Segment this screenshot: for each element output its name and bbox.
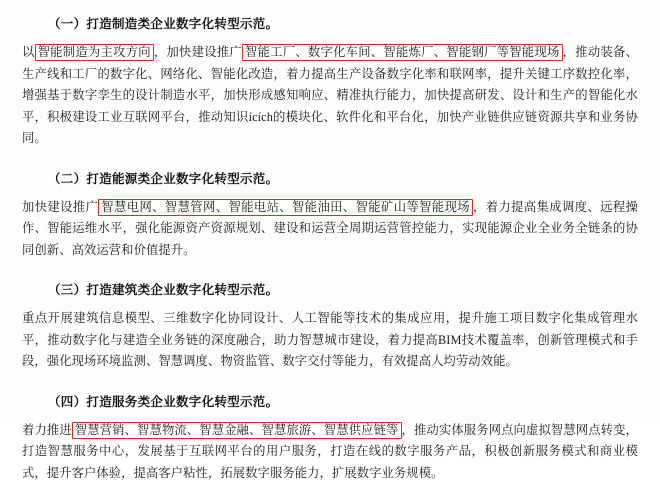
section-heading-energy: （二）打造能源类企业数字化转型示范。 <box>22 169 638 189</box>
text-run: 着力推进 <box>22 423 72 437</box>
section-manufacturing <box>22 14 638 150</box>
text-run: ，推动实体服务网点向虚拟智慧网点转变，打造智慧服务中心，发展基于互联网平台的用户服务，打造在线的数字服务产品，积极创新服务模式和商业模式，提升客户体验，提高客户粘性，拓展数字服务能力，扩展数字业务规模。 <box>22 423 638 480</box>
section-paragraph-construction <box>22 308 638 373</box>
section-paragraph-energy <box>22 197 638 262</box>
text-run: ，推动装备、生产线和工厂的数字化、网络化、智能化改造，着力提高生产设备数字化率和联网率，提升关键工序数控化率，增强基于数字孪生的设计制造水平，加快形成感知响应、精准执行能力，加快提高研发、设计和生产的智能化水平，积极建设工业互联网平台，推动知识ících的模块化、软件化和平台化，加快产业链供应链资源共享和业务协同。 <box>22 45 638 145</box>
section-heading-construction: （三）打造建筑类企业数字化转型示范。 <box>22 280 638 300</box>
section-paragraph-manufacturing <box>22 42 638 150</box>
section-heading-services: （四）打造服务类企业数字化转型示范。 <box>22 392 638 412</box>
section-services <box>22 392 638 484</box>
section-energy <box>22 169 638 262</box>
text-run: ，加快建设推广 <box>154 45 242 59</box>
text-run: 加快建设推广 <box>22 200 98 214</box>
text-run: 以 <box>22 45 35 59</box>
section-construction <box>22 280 638 373</box>
highlight-box-smart-sites: 智能工厂、数字化车间、智能炼厂、智能钢厂等智能现场 <box>242 44 563 61</box>
highlight-box-smart-manufacturing: 智能制造为主攻方向 <box>35 44 154 61</box>
highlight-box-energy-smart-sites: 智慧电网、智慧管网、智能电站、智能油田、智能矿山等智能现场 <box>98 199 473 216</box>
section-heading-manufacturing: （一）打造制造类企业数字化转型示范。 <box>22 14 638 34</box>
text-run: ，着力提高集成调度、远程操作、智能运维水平，强化能源资产资源规划、建设和运营全周期运营管控能力，实现能源企业全业务全链条的协同创新、高效运营和价值提升。 <box>22 200 638 257</box>
section-paragraph-services <box>22 420 638 484</box>
text-run: 重点开展建筑信息模型、三维数字化协同设计、人工智能等技术的集成应用，提升施工项目数字化集成管理水平，推动数字化与建造全业务链的深度融合，助力智慧城市建设，着力提高BIM技术覆盖率，创新管理模式和手段，强化现场环境监测、智慧调度、物资监管、数字交付等能力，有效提高人均劳动效能。 <box>22 311 638 368</box>
highlight-box-smart-services: 智慧营销、智慧物流、智慧金融、智慧旅游、智慧供应链等 <box>72 422 402 439</box>
